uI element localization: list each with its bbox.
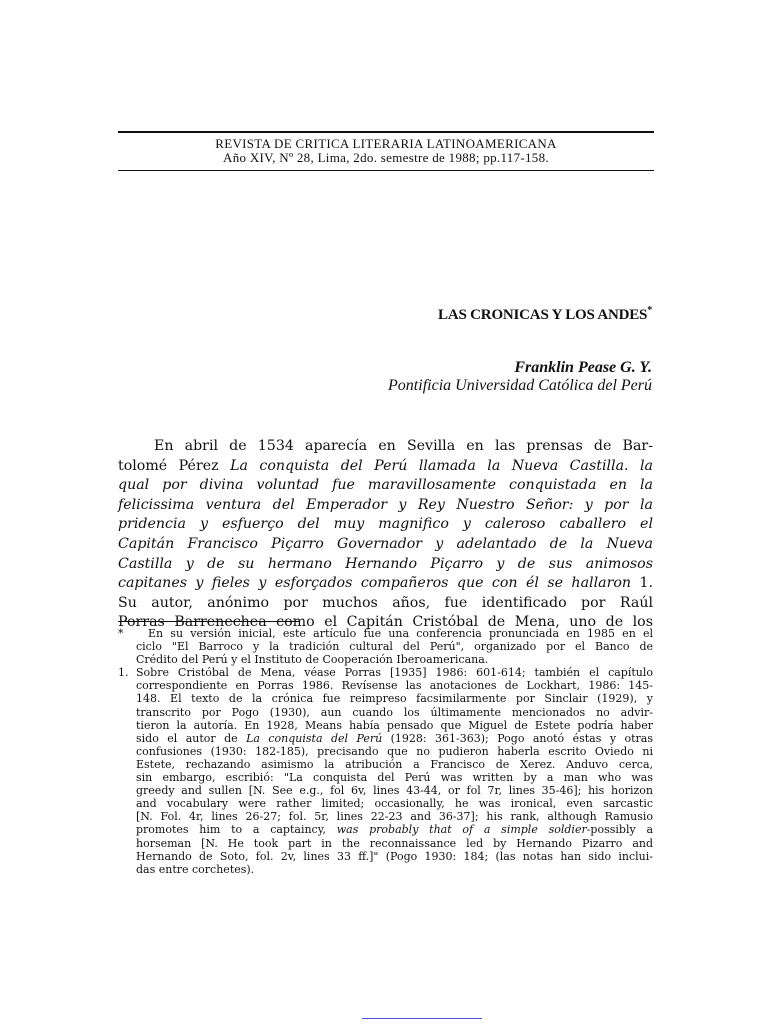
footnote-line: tieron la autoría. En 1928, Means había pensado que Miguel de Estete podría haber — [136, 718, 653, 732]
body-italic-text: Castilla y de su hermano Hernando Piçarro y de sus animosos — [118, 555, 653, 572]
footnote-1-mark: 1. — [118, 666, 129, 680]
footnote-line — [136, 823, 653, 836]
author-affiliation: Pontificia Universidad Católica del Perú — [388, 377, 652, 394]
footnote-line: En su versión inicial, este artículo fue una conferencia pronunciada en 1985 en el — [148, 627, 653, 640]
footnote-line: and vocabulary were rather limited; occasionally, he was ironical, even sarcastic — [136, 797, 653, 811]
footnote-italic-quote: was probably that of a simple soldier — [336, 823, 587, 837]
body-line: En abril de 1534 aparecía en Sevilla en las prensas de Bar- — [154, 438, 653, 454]
body-line — [118, 476, 653, 496]
footnote-line: horseman [N. He took part in the reconnaissance led by Hernando Pizarro and — [136, 836, 653, 850]
body-italic-title: La conquista del Perú llamada la Nueva Castilla. la — [230, 457, 653, 474]
body-line-text: tolomé Pérez — [118, 457, 231, 474]
footnote-line: 148. El texto de la crónica fue reimpreso facsimilarmente por Sinclair (1929), y — [136, 692, 653, 706]
footnote-line: Sobre Cristóbal de Mena, véase Porras [1935] 1986: 601-614; también el capítulo — [136, 666, 653, 680]
journal-name: REVISTA DE CRITICA LITERARIA LATINOAMERICANA — [215, 136, 557, 151]
article-title — [118, 305, 652, 324]
journal-header — [118, 137, 654, 165]
footnote-text: promotes him to a captaincy, — [136, 823, 337, 837]
body-line — [118, 555, 653, 575]
title-footnote-mark: * — [647, 305, 652, 316]
body-paragraph — [118, 437, 653, 633]
body-line: Su autor, anónimo por muchos años, fue identificado por Raúl — [118, 594, 653, 611]
body-italic-text: capitanes y fieles y esforçados compañeros que con él se hallaron — [118, 575, 632, 592]
footnote-line: das entre corchetes). — [136, 862, 255, 876]
footnote-separator — [118, 621, 300, 622]
body-line — [118, 535, 653, 555]
footnote-1 — [118, 666, 653, 876]
header-rule-top — [118, 131, 654, 133]
footnote-line: [N. Fol. 4r, lines 26-27; fol. 5r, lines 22-23 and 36-37]; his rank, although Ramusio — [136, 810, 653, 824]
body-line — [118, 496, 653, 516]
footnote-line: Hernando de Soto, fol. 2v, lines 33 ff.]" (Pogo 1930: 184; (las notas han sido inclui- — [136, 849, 653, 863]
footnote-line: Estete, rechazando asimismo la atribución a Francisco de Xerez. Anduvo cerca, — [136, 757, 653, 771]
footnotes — [118, 627, 653, 876]
body-italic-text: qual por divina voluntad fue maravillosamente conquistada en la — [118, 477, 653, 494]
footnote-line: greedy and sullen [N. See e.g., fol 6v, lines 43-44, or fol 7r, lines 35-46]; his horizon — [136, 784, 653, 798]
footnote-star-mark: * — [118, 627, 124, 640]
footnote-text: (1928: 361-363); Pogo anotó éstas y otras — [382, 731, 653, 745]
header-rule-bottom — [118, 170, 654, 171]
author-name: Franklin Pease G. Y. — [514, 359, 652, 376]
footnote-ref-1: 1. — [631, 575, 653, 592]
article-title-text: LAS CRONICAS Y LOS ANDES — [438, 307, 648, 323]
bottom-link-underline — [362, 1018, 482, 1019]
footnote-line: confusiones (1930: 182-185), precisando que no pudieron haberla escrito Oviedo ni — [136, 744, 653, 758]
footnote-line: transcrito por Pogo (1930), aun cuando los últimamente mencionados no advir- — [136, 705, 653, 719]
body-line: Porras Barrenechea como el Capitán Cristóbal de Mena, uno de los — [118, 614, 653, 631]
body-line — [118, 515, 653, 535]
footnote-text: -possibly a — [586, 823, 653, 837]
body-italic-text: felicissima ventura del Emperador y Rey Nuestro Señor: y por la — [118, 496, 653, 513]
body-italic-text: Capitán Francisco Piçarro Governador y adelantado de la Nueva — [118, 535, 653, 552]
footnote-line: ciclo "El Barroco y la tradición cultural del Perú", organizado por el Banco de — [136, 640, 653, 654]
footnote-line: correspondiente en Porras 1986. Revísense las anotaciones de Lockhart, 1986: 145- — [136, 679, 653, 693]
issue-line: Año XIV, Nº 28, Lima, 2do. semestre de 1988; pp.117-158. — [223, 150, 549, 165]
body-line — [118, 574, 653, 594]
footnote-line: sin embargo, escribió: "La conquista del Perú was written by a man who was — [136, 771, 653, 785]
footnote-line — [136, 732, 653, 745]
footnote-text: sido el autor de — [136, 731, 247, 745]
footnote-line: Crédito del Perú y el Instituto de Cooperación Iberoamericana. — [136, 653, 489, 667]
body-italic-text: pridencia y esfuerço del muy magnifico y caleroso caballero el — [118, 516, 653, 533]
body-line — [118, 457, 653, 477]
footnote-star — [118, 627, 653, 666]
footnote-italic-title: La conquista del Perú — [246, 731, 383, 745]
